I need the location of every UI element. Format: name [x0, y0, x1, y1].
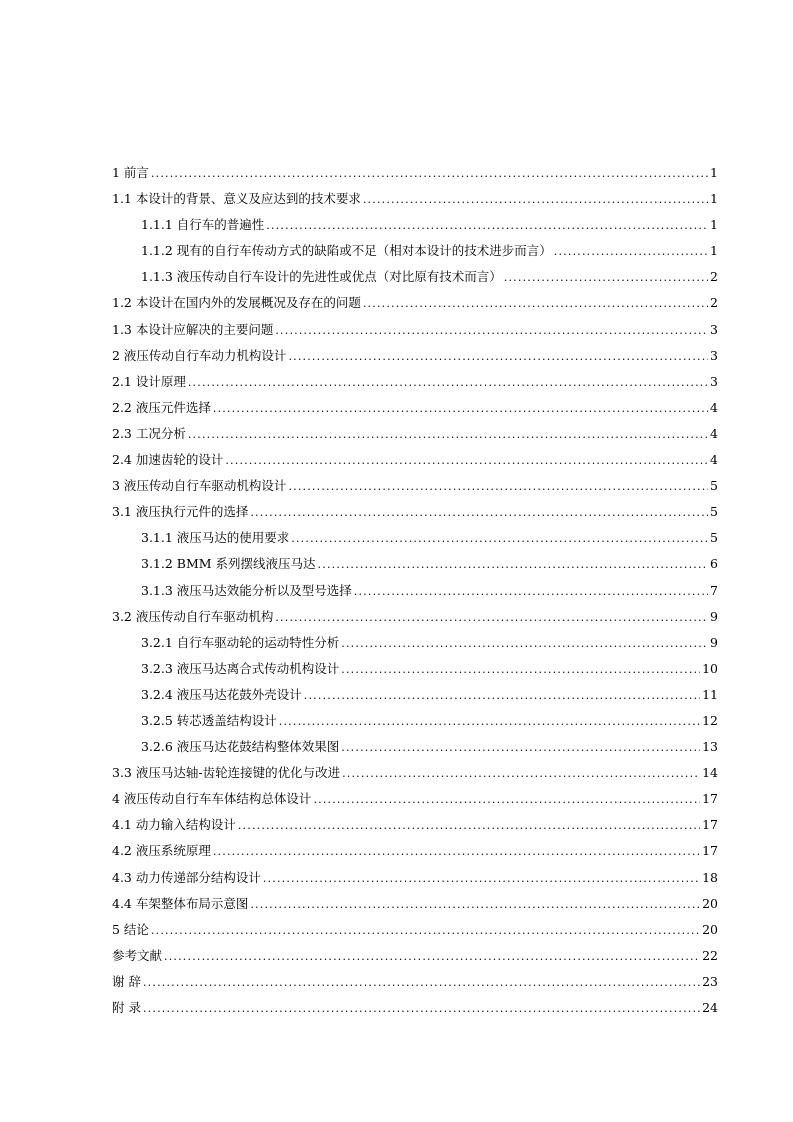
toc-entry-title: 5 结论 — [112, 921, 149, 937]
toc-dot-leader — [341, 657, 700, 683]
toc-entry-page: 2 — [710, 295, 718, 311]
table-of-contents — [112, 160, 718, 1021]
toc-entry[interactable] — [112, 317, 718, 343]
toc-entry-page: 24 — [702, 1000, 718, 1015]
toc-entry-page: 4 — [710, 452, 718, 468]
toc-entry-title: 3.2.5 转芯透盖结构设计 — [141, 712, 277, 728]
toc-entry[interactable] — [112, 160, 718, 186]
toc-dot-leader — [263, 866, 700, 892]
toc-dot-leader — [291, 526, 708, 552]
toc-entry-page: 18 — [702, 869, 718, 885]
toc-entry[interactable] — [112, 656, 718, 682]
toc-entry-title: 1 前言 — [112, 165, 149, 180]
toc-entry-page: 22 — [702, 947, 718, 963]
toc-dot-leader — [266, 213, 708, 239]
toc-entry-title: 3.1 液压执行元件的选择 — [112, 504, 249, 520]
toc-dot-leader — [354, 579, 708, 605]
toc-entry[interactable] — [112, 838, 718, 864]
toc-entry-title: 1.1.2 现有的自行车传动方式的缺陷或不足（相对本设计的技术进步而言） — [141, 243, 552, 259]
toc-entry-page: 3 — [710, 373, 718, 389]
toc-dot-leader — [288, 344, 708, 370]
toc-entry-page: 3 — [710, 321, 718, 337]
toc-entry[interactable] — [112, 473, 718, 499]
toc-entry[interactable] — [112, 943, 718, 969]
toc-entry-title: 3 液压传动自行车驱动机构设计 — [112, 478, 287, 494]
toc-entry-page: 17 — [702, 817, 718, 833]
toc-entry-title: 2.2 液压元件选择 — [112, 399, 211, 415]
toc-entry-title: 2.3 工况分析 — [112, 425, 186, 441]
toc-entry-title: 谢 辞 — [112, 973, 141, 989]
toc-entry[interactable] — [112, 369, 718, 395]
toc-entry-page: 6 — [710, 556, 718, 572]
toc-dot-leader — [288, 474, 708, 500]
toc-entry-title: 3.2.6 液压马达花鼓结构整体效果图 — [141, 739, 340, 755]
toc-entry-page: 7 — [710, 582, 718, 598]
toc-entry[interactable] — [112, 604, 718, 630]
toc-entry-title: 3.1.3 液压马达效能分析以及型号选择 — [141, 582, 352, 598]
toc-entry[interactable] — [112, 421, 718, 447]
toc-entry[interactable] — [112, 891, 718, 917]
toc-entry-page: 20 — [702, 895, 718, 911]
toc-entry-page: 2 — [710, 269, 718, 285]
toc-entry[interactable] — [112, 551, 718, 577]
toc-entry-title: 3.2.1 自行车驱动轮的运动特性分析 — [141, 634, 340, 650]
toc-entry-title: 4.1 动力输入结构设计 — [112, 817, 236, 833]
toc-entry-title: 2.4 加速齿轮的设计 — [112, 452, 224, 468]
toc-entry[interactable] — [112, 212, 718, 238]
toc-entry-title: 1.1 本设计的背景、意义及应达到的技术要求 — [112, 191, 361, 207]
toc-dot-leader — [275, 605, 708, 631]
toc-dot-leader — [151, 161, 708, 187]
toc-entry[interactable] — [112, 917, 718, 943]
toc-dot-leader — [250, 500, 708, 526]
toc-entry-title: 2 液压传动自行车动力机构设计 — [112, 347, 287, 363]
toc-entry[interactable] — [112, 865, 718, 891]
toc-entry-page: 12 — [702, 712, 718, 728]
toc-entry-page: 14 — [702, 765, 718, 781]
toc-entry-page: 9 — [710, 634, 718, 650]
toc-entry-title: 3.3 液压马达轴-齿轮连接键的优化与改进 — [112, 765, 341, 781]
toc-dot-leader — [275, 318, 708, 344]
toc-entry-title: 1.1.1 自行车的普遍性 — [141, 217, 265, 233]
toc-entry-page: 5 — [710, 504, 718, 520]
toc-entry[interactable] — [112, 630, 718, 656]
toc-dot-leader — [363, 291, 708, 317]
toc-entry[interactable] — [112, 578, 718, 604]
toc-entry-page: 1 — [710, 165, 718, 180]
toc-entry-title: 4 液压传动自行车车体结构总体设计 — [112, 791, 312, 807]
toc-dot-leader — [342, 761, 700, 787]
toc-dot-leader — [554, 239, 708, 265]
toc-entry-page: 1 — [710, 217, 718, 233]
toc-dot-leader — [164, 944, 700, 970]
toc-entry-title: 1.2 本设计在国内外的发展概况及存在的问题 — [112, 295, 361, 311]
toc-dot-leader — [318, 552, 709, 578]
toc-entry[interactable] — [112, 760, 718, 786]
toc-entry-title: 1.1.3 液压传动自行车设计的先进性或优点（对比原有技术而言） — [141, 269, 502, 285]
toc-entry-title: 3.1.2 BMM 系列摆线液压马达 — [141, 556, 316, 572]
toc-dot-leader — [341, 735, 700, 761]
toc-entry[interactable] — [112, 708, 718, 734]
toc-dot-leader — [213, 396, 708, 422]
toc-entry-page: 17 — [702, 843, 718, 859]
toc-entry[interactable] — [112, 969, 718, 995]
toc-entry[interactable] — [112, 499, 718, 525]
toc-entry-page: 10 — [702, 660, 718, 676]
toc-entry-title: 附 录 — [112, 1000, 141, 1015]
toc-entry-page: 23 — [702, 973, 718, 989]
toc-entry-page: 4 — [710, 399, 718, 415]
toc-entry-title: 3.2.3 液压马达离合式传动机构设计 — [141, 660, 340, 676]
toc-entry-title: 参考文献 — [112, 947, 163, 963]
toc-entry-page: 5 — [710, 478, 718, 494]
toc-dot-leader — [143, 970, 700, 996]
toc-entry[interactable] — [112, 447, 718, 473]
toc-dot-leader — [225, 448, 708, 474]
toc-entry-title: 3.1.1 液压马达的使用要求 — [141, 530, 290, 546]
toc-dot-leader — [304, 683, 700, 709]
toc-entry[interactable] — [112, 682, 718, 708]
toc-entry[interactable] — [112, 264, 718, 290]
toc-entry[interactable] — [112, 343, 718, 369]
toc-entry[interactable] — [112, 525, 718, 551]
toc-entry-page: 20 — [702, 921, 718, 937]
toc-entry-title: 3.2 液压传动自行车驱动机构 — [112, 608, 274, 624]
toc-entry[interactable] — [112, 238, 718, 264]
toc-dot-leader — [188, 422, 708, 448]
toc-dot-leader — [313, 787, 700, 813]
toc-entry-page: 17 — [702, 791, 718, 807]
toc-entry-page: 3 — [710, 347, 718, 363]
toc-entry[interactable] — [112, 395, 718, 421]
toc-dot-leader — [238, 813, 700, 839]
toc-entry-page: 1 — [710, 191, 718, 207]
toc-entry-page: 5 — [710, 530, 718, 546]
toc-entry[interactable] — [112, 186, 718, 212]
toc-dot-leader — [250, 892, 700, 918]
toc-entry-page: 11 — [702, 686, 718, 702]
toc-dot-leader — [213, 839, 700, 865]
toc-entry-title: 1.3 本设计应解决的主要问题 — [112, 321, 274, 337]
toc-dot-leader — [279, 709, 700, 735]
toc-entry[interactable] — [112, 786, 718, 812]
toc-entry-page: 4 — [710, 425, 718, 441]
toc-entry-title: 4.2 液压系统原理 — [112, 843, 211, 859]
toc-dot-leader — [151, 918, 700, 944]
toc-entry[interactable] — [112, 995, 718, 1021]
toc-entry-title: 4.4 车架整体布局示意图 — [112, 895, 249, 911]
toc-dot-leader — [363, 187, 708, 213]
toc-entry[interactable] — [112, 290, 718, 316]
toc-dot-leader — [188, 370, 708, 396]
toc-entry-title: 3.2.4 液压马达花鼓外壳设计 — [141, 686, 302, 702]
toc-entry[interactable] — [112, 812, 718, 838]
toc-dot-leader — [341, 631, 708, 657]
toc-entry-page: 1 — [710, 243, 718, 259]
toc-dot-leader — [504, 265, 708, 291]
toc-entry-title: 2.1 设计原理 — [112, 373, 186, 389]
toc-entry-title: 4.3 动力传递部分结构设计 — [112, 869, 261, 885]
toc-dot-leader — [143, 996, 700, 1022]
toc-entry-page: 13 — [702, 739, 718, 755]
toc-entry-page: 9 — [710, 608, 718, 624]
toc-entry[interactable] — [112, 734, 718, 760]
